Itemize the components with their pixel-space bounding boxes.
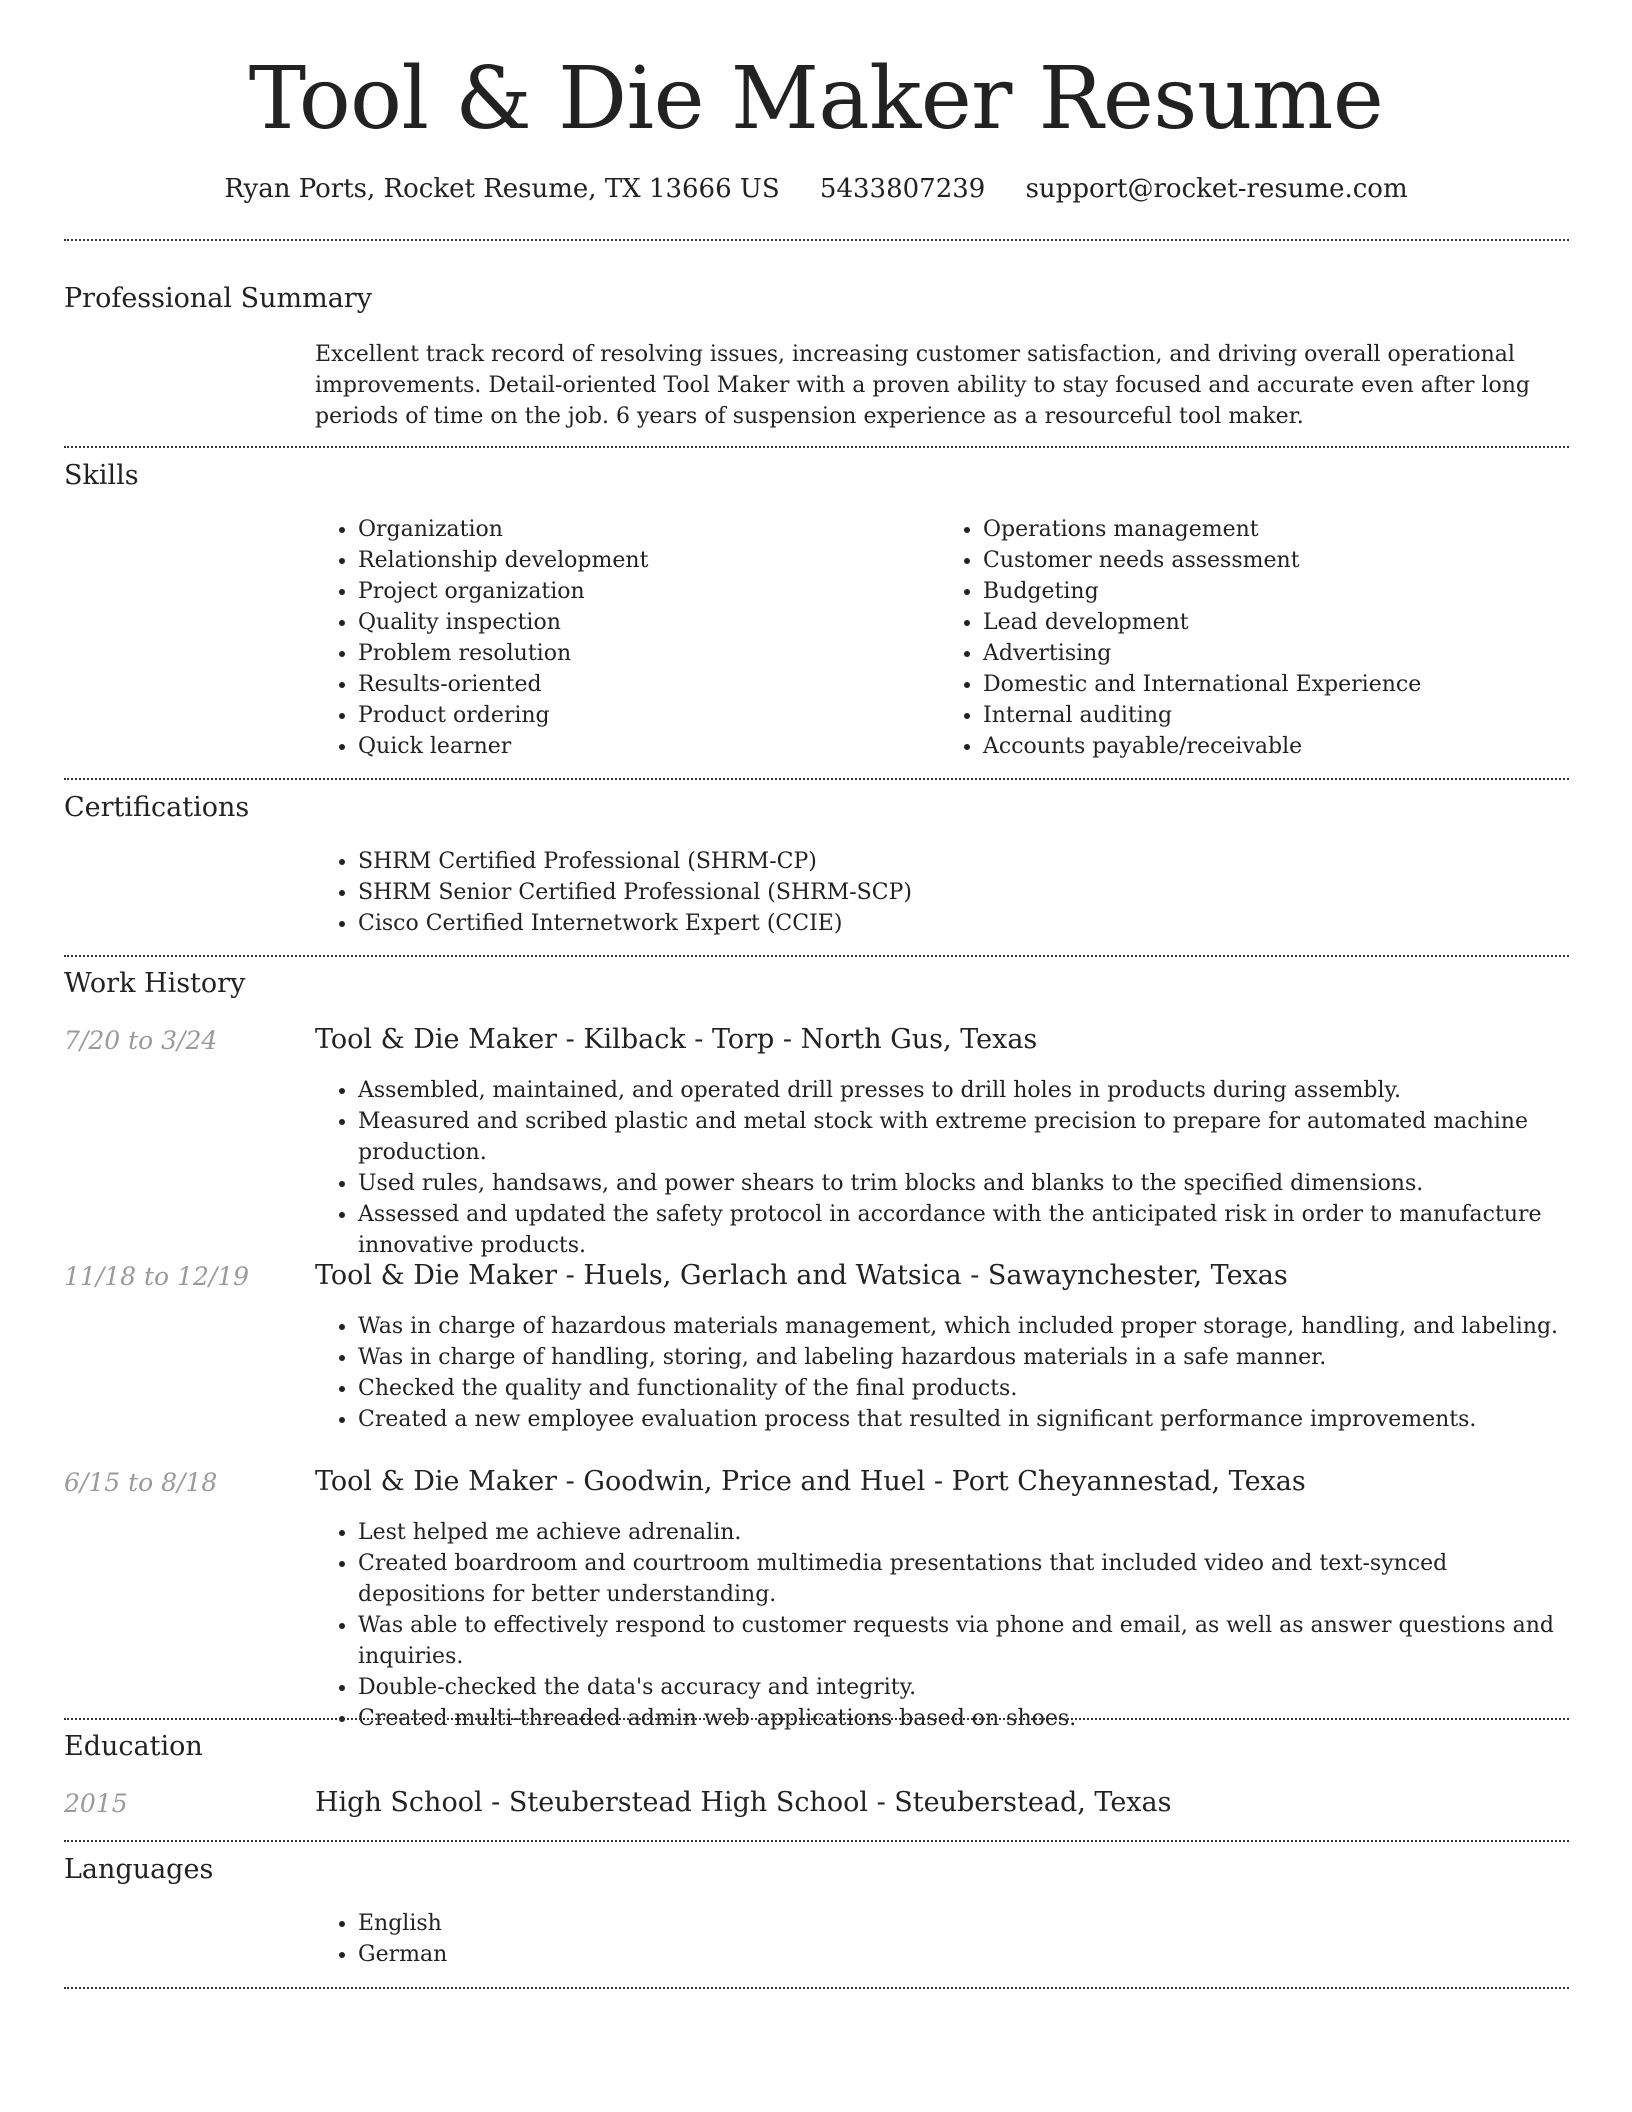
section-heading-skills: Skills <box>64 460 139 491</box>
job-bullet: • Checked the quality and functionality of the final products. <box>358 1373 1565 1404</box>
certifications-block <box>315 846 1565 939</box>
job-bullet: • Was in charge of hazardous materials management, which included proper storage, handling, and labeling. <box>358 1311 1565 1342</box>
contact-address: Ryan Ports, Rocket Resume, TX 13666 US <box>224 174 780 204</box>
divider <box>64 1718 1569 1720</box>
section-heading-work: Work History <box>64 968 246 999</box>
job-bullet: • Lest helped me achieve adrenalin. <box>358 1517 1565 1548</box>
divider <box>64 239 1569 241</box>
section-heading-education: Education <box>64 1731 203 1762</box>
education-entry: High School - Steuberstead High School - Steuberstead, Texas <box>315 1787 1172 1818</box>
skill-item: • Quick learner <box>358 731 940 762</box>
job-bullet: • Assembled, maintained, and operated drill presses to drill holes in products during assembly. <box>358 1075 1565 1106</box>
divider <box>64 1987 1569 1989</box>
skill-item: • Advertising <box>983 638 1565 669</box>
certification-item: • Cisco Certified Internetwork Expert (CCIE) <box>358 908 1565 939</box>
job-bullet: • Measured and scribed plastic and metal stock with extreme precision to prepare for automated machine production. <box>358 1106 1565 1168</box>
skills-list-left <box>315 514 940 762</box>
skills-list-right <box>940 514 1565 762</box>
job-dates: 6/15 to 8/18 <box>64 1468 218 1497</box>
resume-title: Tool & Die Maker Resume <box>248 49 1384 149</box>
section-heading-summary: Professional Summary <box>64 283 372 314</box>
certifications-list <box>315 846 1565 939</box>
divider <box>64 446 1569 448</box>
skill-item: • Product ordering <box>358 700 940 731</box>
skill-item: • Quality inspection <box>358 607 940 638</box>
summary-block <box>315 339 1565 432</box>
job-dates: 7/20 to 3/24 <box>64 1026 218 1055</box>
contact-line <box>0 171 1632 207</box>
job-bullet: • Was able to effectively respond to customer requests via phone and email, as well as answer questions and inquiries. <box>358 1610 1565 1672</box>
skill-item: • Operations management <box>983 514 1565 545</box>
job-bullet: • Double-checked the data's accuracy and integrity. <box>358 1672 1565 1703</box>
education-year: 2015 <box>64 1789 128 1818</box>
skill-item: • Domestic and International Experience <box>983 669 1565 700</box>
language-item: • German <box>358 1939 1565 1970</box>
divider <box>64 778 1569 780</box>
divider <box>64 1840 1569 1842</box>
skill-item: • Budgeting <box>983 576 1565 607</box>
job-bullet: • Created a new employee evaluation process that resulted in significant performance improvements. <box>358 1404 1565 1435</box>
contact-email: support@rocket-resume.com <box>1025 174 1408 204</box>
skill-item: • Results-oriented <box>358 669 940 700</box>
job-dates: 11/18 to 12/19 <box>64 1262 250 1291</box>
contact-phone: 5433807239 <box>819 174 986 204</box>
divider <box>64 955 1569 957</box>
section-heading-languages: Languages <box>64 1854 214 1885</box>
job-bullet: • Assessed and updated the safety protocol in accordance with the anticipated risk in order to manufacture innovative products. <box>358 1199 1565 1261</box>
job-title: Tool & Die Maker - Goodwin, Price and Huel - Port Cheyannestad, Texas <box>315 1466 1306 1497</box>
job-bullets <box>315 1517 1565 1734</box>
job-bullet: • Created boardroom and courtroom multimedia presentations that included video and text-synced depositions for better understanding. <box>358 1548 1565 1610</box>
language-item: • English <box>358 1908 1565 1939</box>
skill-item: • Problem resolution <box>358 638 940 669</box>
skill-item: • Customer needs assessment <box>983 545 1565 576</box>
skill-item: • Lead development <box>983 607 1565 638</box>
skill-item: • Internal auditing <box>983 700 1565 731</box>
skill-item: • Organization <box>358 514 940 545</box>
summary-text: Excellent track record of resolving issues, increasing customer satisfaction, and driving overall operational improvements. Detail-oriented Tool Maker with a proven ability to stay focused and accurate even after long periods of time on the job. 6 years of suspension experience as a resourceful tool maker. <box>315 342 1530 429</box>
job-bullet: • Created multi-threaded admin web applications based on shoes. <box>358 1703 1565 1734</box>
certification-item: • SHRM Certified Professional (SHRM-CP) <box>358 846 1565 877</box>
job-bullets <box>315 1075 1565 1261</box>
job-bullet: • Was in charge of handling, storing, and labeling hazardous materials in a safe manner. <box>358 1342 1565 1373</box>
skill-item: • Relationship development <box>358 545 940 576</box>
section-heading-certifications: Certifications <box>64 792 250 823</box>
skills-block <box>315 514 1565 762</box>
job-title: Tool & Die Maker - Huels, Gerlach and Watsica - Sawaynchester, Texas <box>315 1260 1288 1291</box>
job-bullet: • Used rules, handsaws, and power shears to trim blocks and blanks to the specified dimensions. <box>358 1168 1565 1199</box>
job-bullets <box>315 1311 1565 1435</box>
languages-list <box>315 1908 1565 1970</box>
languages-block <box>315 1908 1565 1970</box>
skill-item: • Accounts payable/receivable <box>983 731 1565 762</box>
certification-item: • SHRM Senior Certified Professional (SHRM-SCP) <box>358 877 1565 908</box>
skill-item: • Project organization <box>358 576 940 607</box>
job-title: Tool & Die Maker - Kilback - Torp - North Gus, Texas <box>315 1024 1038 1055</box>
